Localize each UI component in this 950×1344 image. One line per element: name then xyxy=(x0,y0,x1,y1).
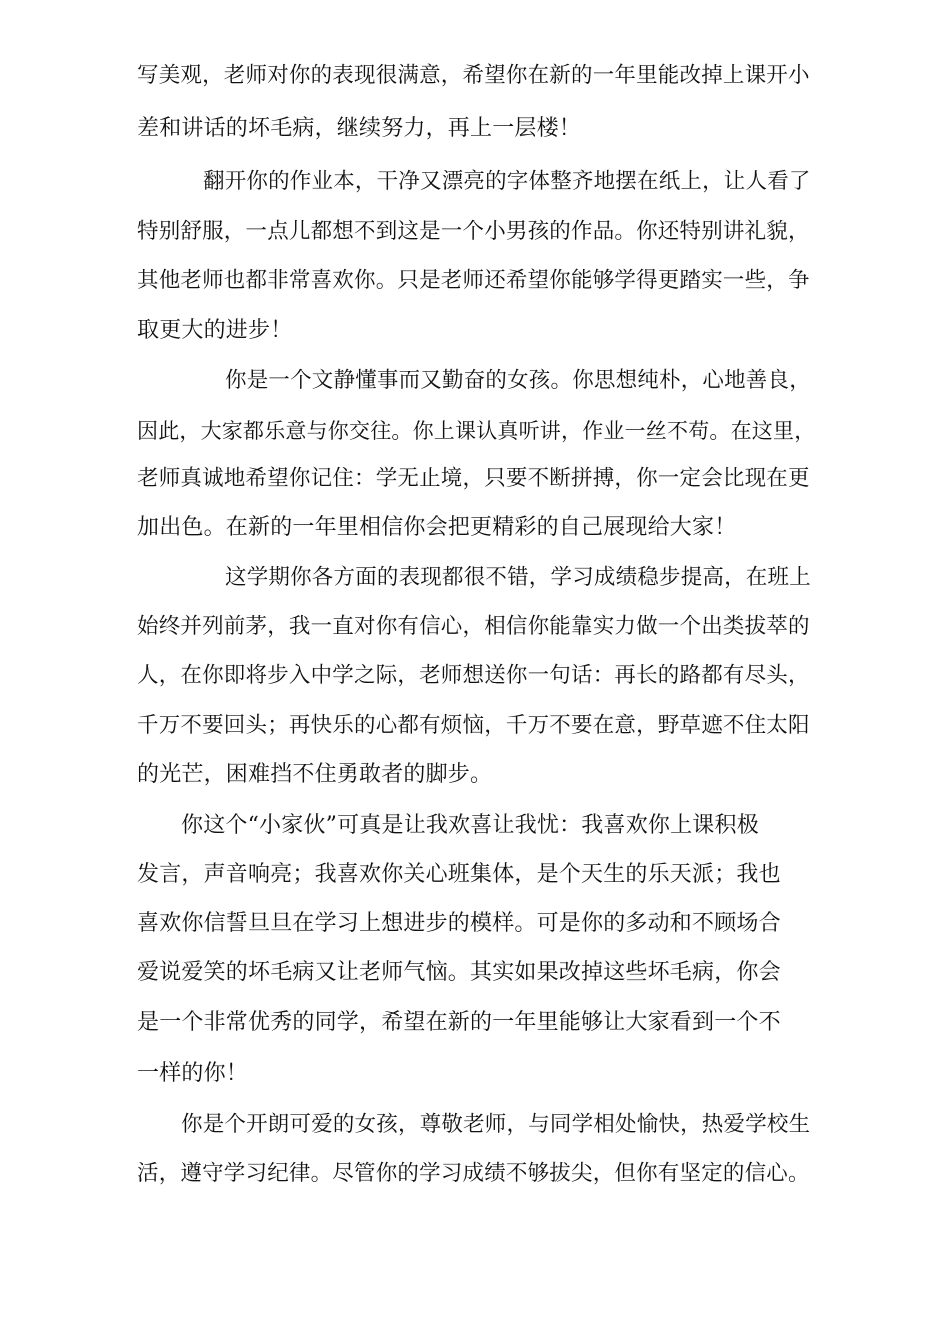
text-line: 爱说爱笑的坏毛病又让老师气恼。其实如果改掉这些坏毛病，你会 xyxy=(137,960,781,985)
text-line: 发言，声音响亮；我喜欢你关心班集体，是个天生的乐天派；我也 xyxy=(137,862,781,887)
text-line: 一样的你！ xyxy=(137,1061,249,1086)
text-line: 这学期你各方面的表现都很不错，学习成绩稳步提高，在班上 xyxy=(225,565,811,590)
text-line: 翻开你的作业本，干净又漂亮的字体整齐地摆在纸上，让人看了 xyxy=(203,169,811,194)
text-line: 千万不要回头；再快乐的心都有烦恼，千万不要在意，野草遮不住太阳 xyxy=(137,713,810,738)
text-line: 加出色。在新的一年里相信你会把更精彩的自己展现给大家！ xyxy=(137,515,737,540)
text-line: 的光芒，困难挡不住勇敢者的脚步。 xyxy=(137,762,493,787)
text-line: 你是个开朗可爱的女孩，尊敬老师，与同学相处愉快，热爱学校生 xyxy=(181,1112,811,1137)
text-line: 老师真诚地希望你记住：学无止境，只要不断拼搏，你一定会比现在更 xyxy=(137,466,810,491)
text-line: 人，在你即将步入中学之际，老师想送你一句话：再长的路都有尽头， xyxy=(137,663,810,688)
text-line: 活，遵守学习纪律。尽管你的学习成绩不够拔尖，但你有坚定的信心。 xyxy=(137,1161,810,1186)
text-line: 喜欢你信誓旦旦在学习上想进步的模样。可是你的多动和不顾场合 xyxy=(137,911,781,936)
text-line: 你是一个文静懂事而又勤奋的女孩。你思想纯朴，心地善良， xyxy=(225,368,811,393)
text-line: 特别舒服，一点儿都想不到这是一个小男孩的作品。你还特别讲礼貌， xyxy=(137,219,810,244)
text-line: 你这个“小家伙”可真是让我欢喜让我忧：我喜欢你上课积极 xyxy=(181,813,759,838)
text-line: 写美观，老师对你的表现很满意，希望你在新的一年里能改掉上课开小 xyxy=(137,63,810,88)
text-line: 是一个非常优秀的同学，希望在新的一年里能够让大家看到一个不 xyxy=(137,1010,781,1035)
text-line: 始终并列前茅，我一直对你有信心，相信你能靠实力做一个出类拔萃的 xyxy=(137,614,810,639)
text-line: 取更大的进步！ xyxy=(137,318,293,343)
text-line: 因此，大家都乐意与你交往。你上课认真听讲，作业一丝不苟。在这里， xyxy=(137,419,816,443)
text-line: 其他老师也都非常喜欢你。只是老师还希望你能够学得更踏实一些，争 xyxy=(137,268,810,293)
text-line: 差和讲话的坏毛病，继续努力，再上一层楼！ xyxy=(137,116,582,141)
